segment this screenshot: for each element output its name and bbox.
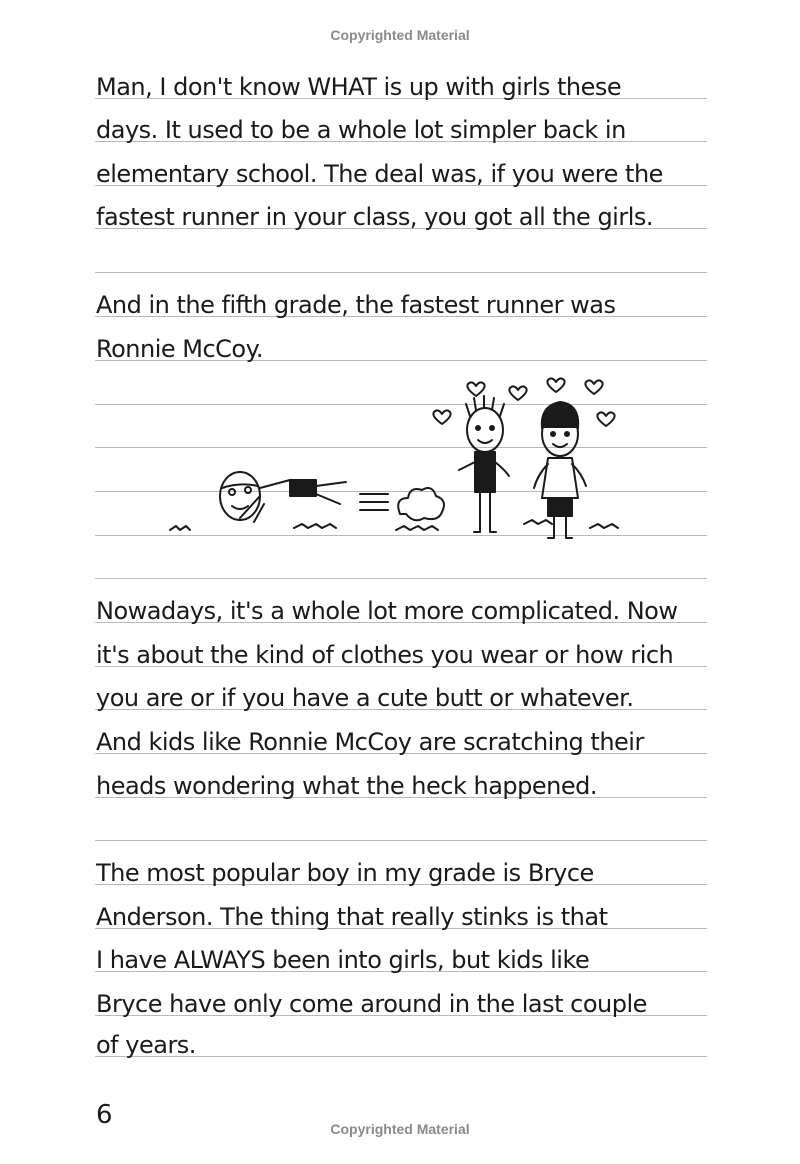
text-line: heads wondering what the heck happened. [96, 772, 597, 800]
heart-icon [597, 412, 614, 426]
text-line: it's about the kind of clothes you wear or how rich [96, 641, 674, 669]
text-line: days. It used to be a whole lot simpler back in [96, 116, 626, 144]
text-line: of years. [96, 1031, 196, 1059]
text-line: And in the fifth grade, the fastest runner was [96, 291, 616, 319]
text-line: elementary school. The deal was, if you were the [96, 160, 663, 188]
running-kids-illustration [160, 372, 640, 552]
ruled-line [95, 578, 707, 579]
text-line: Bryce have only come around in the last couple [96, 990, 647, 1018]
page-number: 6 [96, 1100, 113, 1130]
text-line: I have ALWAYS been into girls, but kids like [96, 946, 590, 974]
text-line: you are or if you have a cute butt or whatever. [96, 684, 634, 712]
heart-icon [509, 386, 526, 400]
heart-icon [467, 382, 484, 396]
text-line: Nowadays, it's a whole lot more complicated. Now [96, 597, 678, 625]
copyright-watermark-bottom: Copyrighted Material [330, 1121, 470, 1137]
text-line: And kids like Ronnie McCoy are scratching their [96, 728, 644, 756]
ruled-line [95, 272, 707, 273]
ruled-line [95, 840, 707, 841]
text-line: Man, I don't know WHAT is up with girls these [96, 73, 622, 101]
heart-icon [433, 410, 450, 424]
heart-icon [547, 378, 564, 392]
text-line: Ronnie McCoy. [96, 335, 264, 363]
text-line: The most popular boy in my grade is Bryce [96, 859, 594, 887]
copyright-watermark-top: Copyrighted Material [330, 27, 470, 43]
text-line: Anderson. The thing that really stinks is that [96, 903, 608, 931]
heart-icon [585, 380, 602, 394]
text-line: fastest runner in your class, you got all the girls. [96, 203, 654, 231]
